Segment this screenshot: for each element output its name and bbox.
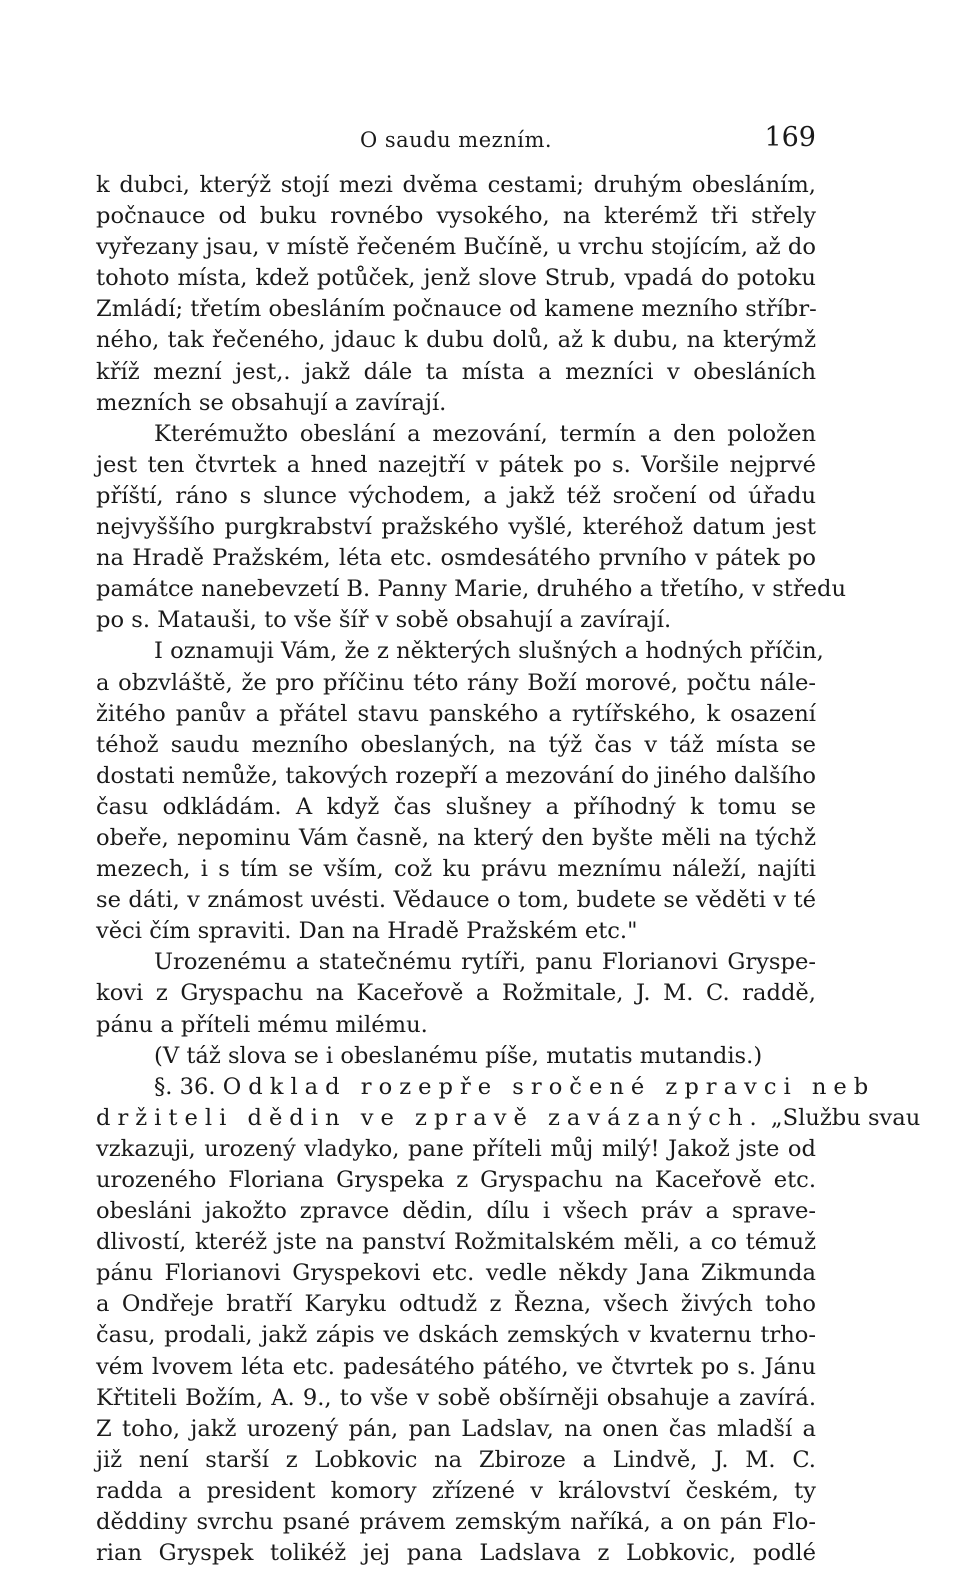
text-line: k dubci, kterýž stojí mezi dvěma cestami; druhým obesláním, [96,172,816,198]
text-line: památce nanebevzetí B. Panny Marie, druhého a třetího, v středu [96,576,847,603]
book-page [96,122,921,1569]
text-line: a Ondřeje bratří Karyku odtudž z Řezna, všech živých toho [96,1291,816,1318]
text-line: vém lvovem léta etc. padesátého pátého, ve čtvrtek po s. Jánu [96,1353,816,1380]
text-line: jest ten čtvrtek a hned nazejtří v pátek po s. Voršile nejprvé [96,451,816,478]
text-line: pánu Florianovi Gryspekovi etc. vedle někdy Jana Zikmunda [96,1260,816,1287]
text-line: počnauce od buku rovnébo vysokého, na kterémž tři střely [96,203,816,230]
text-line: se dáti, v známost uvésti. Vědauce o tom, budete se věděti v té [96,887,816,914]
running-head [96,122,816,162]
text-line: urozeného Floriana Gryspeka z Gryspachu na Kaceřově etc. [96,1167,816,1193]
text-line: pánu a příteli mému milému. [96,1011,428,1038]
text-line: obesláni jakožto zpravce dědin, dílu i všech práv a sprave- [96,1198,816,1225]
text-line: kříž mezní jest,. jakž dále ta místa a mezníci v obesláních [96,358,816,385]
text-line: dostati nemůže, takových rozepří a mezování do jiného dalšího [96,762,816,789]
running-title: O saudu mezním. [359,128,553,152]
text-line: vyřezany jsau, v místě řečeném Bučíně, u vrchu stojícím, až do [96,234,816,261]
text-line: I oznamuji Vám, že z některých slušných a hodných příčin, [154,638,824,665]
text-line: Kterémužto obeslání a mezování, termín a den položen [154,420,816,447]
text-line: času, prodali, jakž zápis ve dskách zemských v kvaternu trho- [96,1322,816,1349]
text-line: Zmládí; třetím obesláním počnauce od kamene mezního stříbr- [96,296,817,323]
text-line: věci čím spraviti. Dan na Hradě Pražském etc." [96,918,638,945]
text-line: rian Gryspek tolikéž jej pana Ladslava z Lobkovic, podlé [96,1540,816,1567]
text-line: již není starší z Lobkovic na Zbiroze a Lindvě, J. M. C. [96,1446,816,1473]
text-line: dlivostí, kteréž jste na panství Rožmitalském měli, a co témuž [96,1229,816,1256]
text-line: na Hradě Pražském, léta etc. osmdesátého prvního v pátek po [96,545,816,572]
text-line: času odkládám. A když čas slušney a příhodný k tomu se [96,793,816,820]
text-line: děddiny svrchu psané právem zemským naříká, a on pán Flo- [96,1509,816,1536]
text-line: mezních se obsahují a zavírají. [96,389,447,416]
text-line: mezech, i s tím se vším, což ku právu meznímu náleží, najíti [96,856,816,883]
text-segment: §. 36. [154,1073,223,1100]
text-line: po s. Matauši, to vše šíř v sobě obsahují a zavírají. [96,607,672,634]
spaced-heading-text: Odklad rozepře sročené zpravci neb [222,1073,876,1100]
text-line: žitého panův a přátel stavu panského a rytířského, k osazení [96,700,816,727]
text-line: Urozenému a statečnému rytíři, panu Florianovi Gryspe- [154,949,816,976]
body-text [96,170,921,1569]
text-line: (V táž slova se i obeslanému píše, mutatis mutandis.) [154,1042,763,1069]
text-line: a obzvláště, že pro příčinu této rány Boží morové, počtu nále- [96,669,816,696]
text-line: Křtiteli Božím, A. 9., to vše v sobě obšírněji obsahuje a zavírá. [96,1384,816,1411]
page-number: 169 [764,122,816,153]
text-segment: „Službu svau [763,1104,921,1131]
text-line: obeře, nepominu Vám časně, na který den byšte měli na týchž [96,824,816,851]
text-line [96,1103,921,1134]
text-line: radda a president komory zřízené v království českém, ty [96,1477,816,1504]
text-line: Z toho, jakž urozený pán, pan Ladslav, na onen čas mladší a [96,1415,816,1442]
text-line: kovi z Gryspachu na Kaceřově a Rožmitale, J. M. C. raddě, [96,980,816,1007]
text-line: tohoto místa, kdež potůček, jenž slove Strub, vpadá do potoku [96,265,816,292]
text-line: nejvyššího purgkrabství pražského vyšlé, kteréhož datum jest [96,514,816,541]
text-line [96,1072,876,1103]
text-line: téhož saudu mezního obeslaných, na týž čas v táž místa se [96,731,816,758]
text-line: příští, ráno s slunce východem, a jakž též sročení od úřadu [96,482,816,509]
text-line: ného, tak řečeného, jdauc k dubu dolů, až k dubu, na kterýmž [96,327,816,354]
spaced-heading-text: držiteli dědin ve zpravě zavázaných. [96,1104,764,1131]
text-line: vzkazuji, urozený vladyko, pane příteli můj milý! Jakož jste od [96,1135,816,1162]
